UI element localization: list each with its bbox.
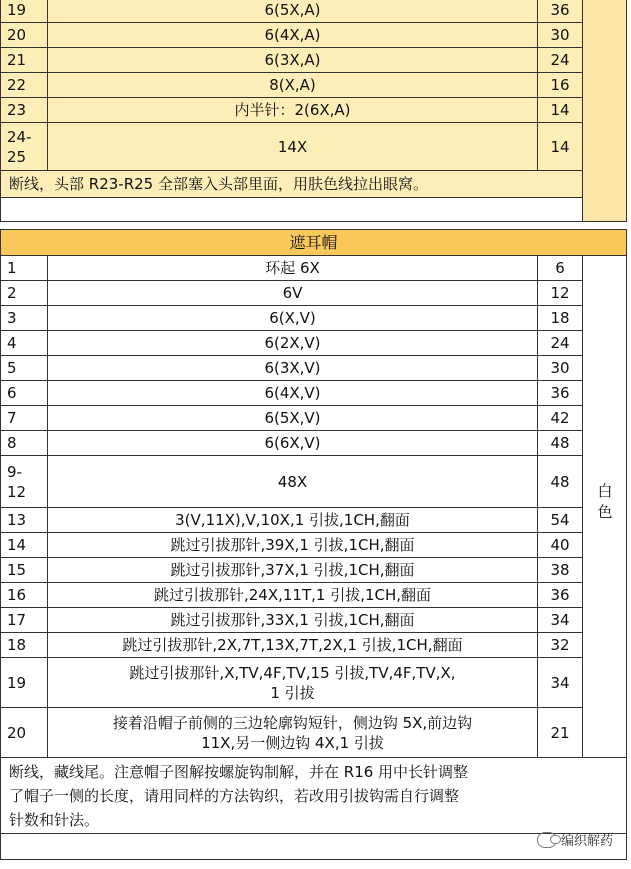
count-cell: 42 bbox=[538, 406, 583, 431]
count-cell: 36 bbox=[538, 0, 583, 23]
table-row bbox=[1, 658, 627, 708]
table-row bbox=[1, 508, 627, 533]
count-cell: 24 bbox=[538, 331, 583, 356]
color-cell bbox=[583, 0, 627, 222]
count-cell: 30 bbox=[538, 23, 583, 48]
count-cell: 18 bbox=[538, 306, 583, 331]
note-row bbox=[1, 758, 627, 834]
count-cell: 14 bbox=[538, 98, 583, 123]
instruction-cell: 跳过引拔那针,X,TV,4F,TV,15 引拔,TV,4F,TV,X, 1 引拔 bbox=[48, 658, 538, 708]
instruction-cell: 环起 6X bbox=[48, 256, 538, 281]
table-row bbox=[1, 0, 627, 23]
table-row bbox=[1, 23, 627, 48]
table-row bbox=[1, 381, 627, 406]
count-cell: 6 bbox=[538, 256, 583, 281]
brand-label: 编织解药 bbox=[560, 834, 613, 849]
round-cell: 24- 25 bbox=[1, 123, 48, 171]
color-label: 白色 bbox=[595, 483, 614, 525]
table-row bbox=[1, 331, 627, 356]
section-title: 遮耳帽 bbox=[1, 230, 627, 256]
round-cell: 13 bbox=[1, 508, 48, 533]
table-row bbox=[1, 431, 627, 456]
chat-bubble-icon bbox=[537, 832, 557, 848]
table-row bbox=[1, 456, 627, 508]
instruction-cell: 6(5X,A) bbox=[48, 0, 538, 23]
round-cell: 4 bbox=[1, 331, 48, 356]
ear-hat-table bbox=[0, 229, 627, 860]
table-row bbox=[1, 48, 627, 73]
table-row bbox=[1, 406, 627, 431]
blank-row bbox=[1, 834, 627, 860]
instruction-cell: 6V bbox=[48, 281, 538, 306]
count-cell: 32 bbox=[538, 633, 583, 658]
instruction-cell: 6(3X,V) bbox=[48, 356, 538, 381]
instruction-cell: 内半针：2(6X,A) bbox=[48, 98, 538, 123]
count-cell: 12 bbox=[538, 281, 583, 306]
table-row bbox=[1, 708, 627, 758]
round-cell: 23 bbox=[1, 98, 48, 123]
table-row bbox=[1, 123, 627, 171]
round-cell: 20 bbox=[1, 708, 48, 758]
table-row bbox=[1, 356, 627, 381]
round-cell: 19 bbox=[1, 658, 48, 708]
instruction-cell: 接着沿帽子前侧的三边轮廓钩短针，侧边钩 5X,前边钩 11X,另一侧边钩 4X,1 引拔 bbox=[48, 708, 538, 758]
instruction-cell: 6(3X,A) bbox=[48, 48, 538, 73]
head-section-table bbox=[0, 0, 627, 222]
instruction-cell: 14X bbox=[48, 123, 538, 171]
table-row bbox=[1, 608, 627, 633]
instruction-cell: 8(X,A) bbox=[48, 73, 538, 98]
count-cell: 14 bbox=[538, 123, 583, 171]
count-cell: 48 bbox=[538, 456, 583, 508]
head-note: 断线，头部 R23-R25 全部塞入头部里面，用肤色线拉出眼窝。 bbox=[1, 171, 583, 198]
round-cell: 9- 12 bbox=[1, 456, 48, 508]
round-cell: 3 bbox=[1, 306, 48, 331]
round-cell: 14 bbox=[1, 533, 48, 558]
round-cell: 22 bbox=[1, 73, 48, 98]
instruction-cell: 6(6X,V) bbox=[48, 431, 538, 456]
round-cell: 2 bbox=[1, 281, 48, 306]
count-cell: 24 bbox=[538, 48, 583, 73]
round-cell: 21 bbox=[1, 48, 48, 73]
round-cell: 20 bbox=[1, 23, 48, 48]
note-row bbox=[1, 171, 627, 198]
table-row bbox=[1, 533, 627, 558]
count-cell: 21 bbox=[538, 708, 583, 758]
instruction-cell: 跳过引拔那针,33X,1 引拔,1CH,翻面 bbox=[48, 608, 538, 633]
round-cell: 17 bbox=[1, 608, 48, 633]
table-row bbox=[1, 633, 627, 658]
round-cell: 1 bbox=[1, 256, 48, 281]
count-cell: 40 bbox=[538, 533, 583, 558]
table-row bbox=[1, 98, 627, 123]
round-cell: 7 bbox=[1, 406, 48, 431]
count-cell: 16 bbox=[538, 73, 583, 98]
instruction-cell: 跳过引拔那针,24X,11T,1 引拔,1CH,翻面 bbox=[48, 583, 538, 608]
ear-hat-note: 断线，藏线尾。注意帽子图解按螺旋钩制解，并在 R16 用中长针调整 了帽子一侧的长度，请用同样的方法钩织，若改用引拔钩需自行调整 针数和针法。 bbox=[1, 758, 627, 834]
count-cell: 38 bbox=[538, 558, 583, 583]
instruction-cell: 6(2X,V) bbox=[48, 331, 538, 356]
count-cell: 34 bbox=[538, 608, 583, 633]
instruction-cell: 6(4X,V) bbox=[48, 381, 538, 406]
table-row bbox=[1, 306, 627, 331]
table-row bbox=[1, 281, 627, 306]
instruction-cell: 6(5X,V) bbox=[48, 406, 538, 431]
count-cell: 36 bbox=[538, 381, 583, 406]
round-cell: 8 bbox=[1, 431, 48, 456]
round-cell: 16 bbox=[1, 583, 48, 608]
count-cell: 36 bbox=[538, 583, 583, 608]
instruction-cell: 48X bbox=[48, 456, 538, 508]
count-cell: 48 bbox=[538, 431, 583, 456]
brand-watermark bbox=[537, 830, 613, 849]
round-cell: 19 bbox=[1, 0, 48, 23]
table-row bbox=[1, 583, 627, 608]
section-title-row bbox=[1, 230, 627, 256]
count-cell: 30 bbox=[538, 356, 583, 381]
color-cell bbox=[583, 256, 627, 758]
table-row bbox=[1, 73, 627, 98]
round-cell: 5 bbox=[1, 356, 48, 381]
blank-cell bbox=[1, 834, 627, 860]
count-cell: 54 bbox=[538, 508, 583, 533]
table-row bbox=[1, 256, 627, 281]
round-cell: 18 bbox=[1, 633, 48, 658]
count-cell: 34 bbox=[538, 658, 583, 708]
blank-row bbox=[1, 198, 627, 222]
instruction-cell: 跳过引拔那针,2X,7T,13X,7T,2X,1 引拔,1CH,翻面 bbox=[48, 633, 538, 658]
instruction-cell: 6(4X,A) bbox=[48, 23, 538, 48]
round-cell: 6 bbox=[1, 381, 48, 406]
instruction-cell: 6(X,V) bbox=[48, 306, 538, 331]
instruction-cell: 跳过引拔那针,37X,1 引拔,1CH,翻面 bbox=[48, 558, 538, 583]
table-row bbox=[1, 558, 627, 583]
blank-cell bbox=[1, 198, 583, 222]
instruction-cell: 跳过引拔那针,39X,1 引拔,1CH,翻面 bbox=[48, 533, 538, 558]
round-cell: 15 bbox=[1, 558, 48, 583]
instruction-cell: 3(V,11X),V,10X,1 引拔,1CH,翻面 bbox=[48, 508, 538, 533]
